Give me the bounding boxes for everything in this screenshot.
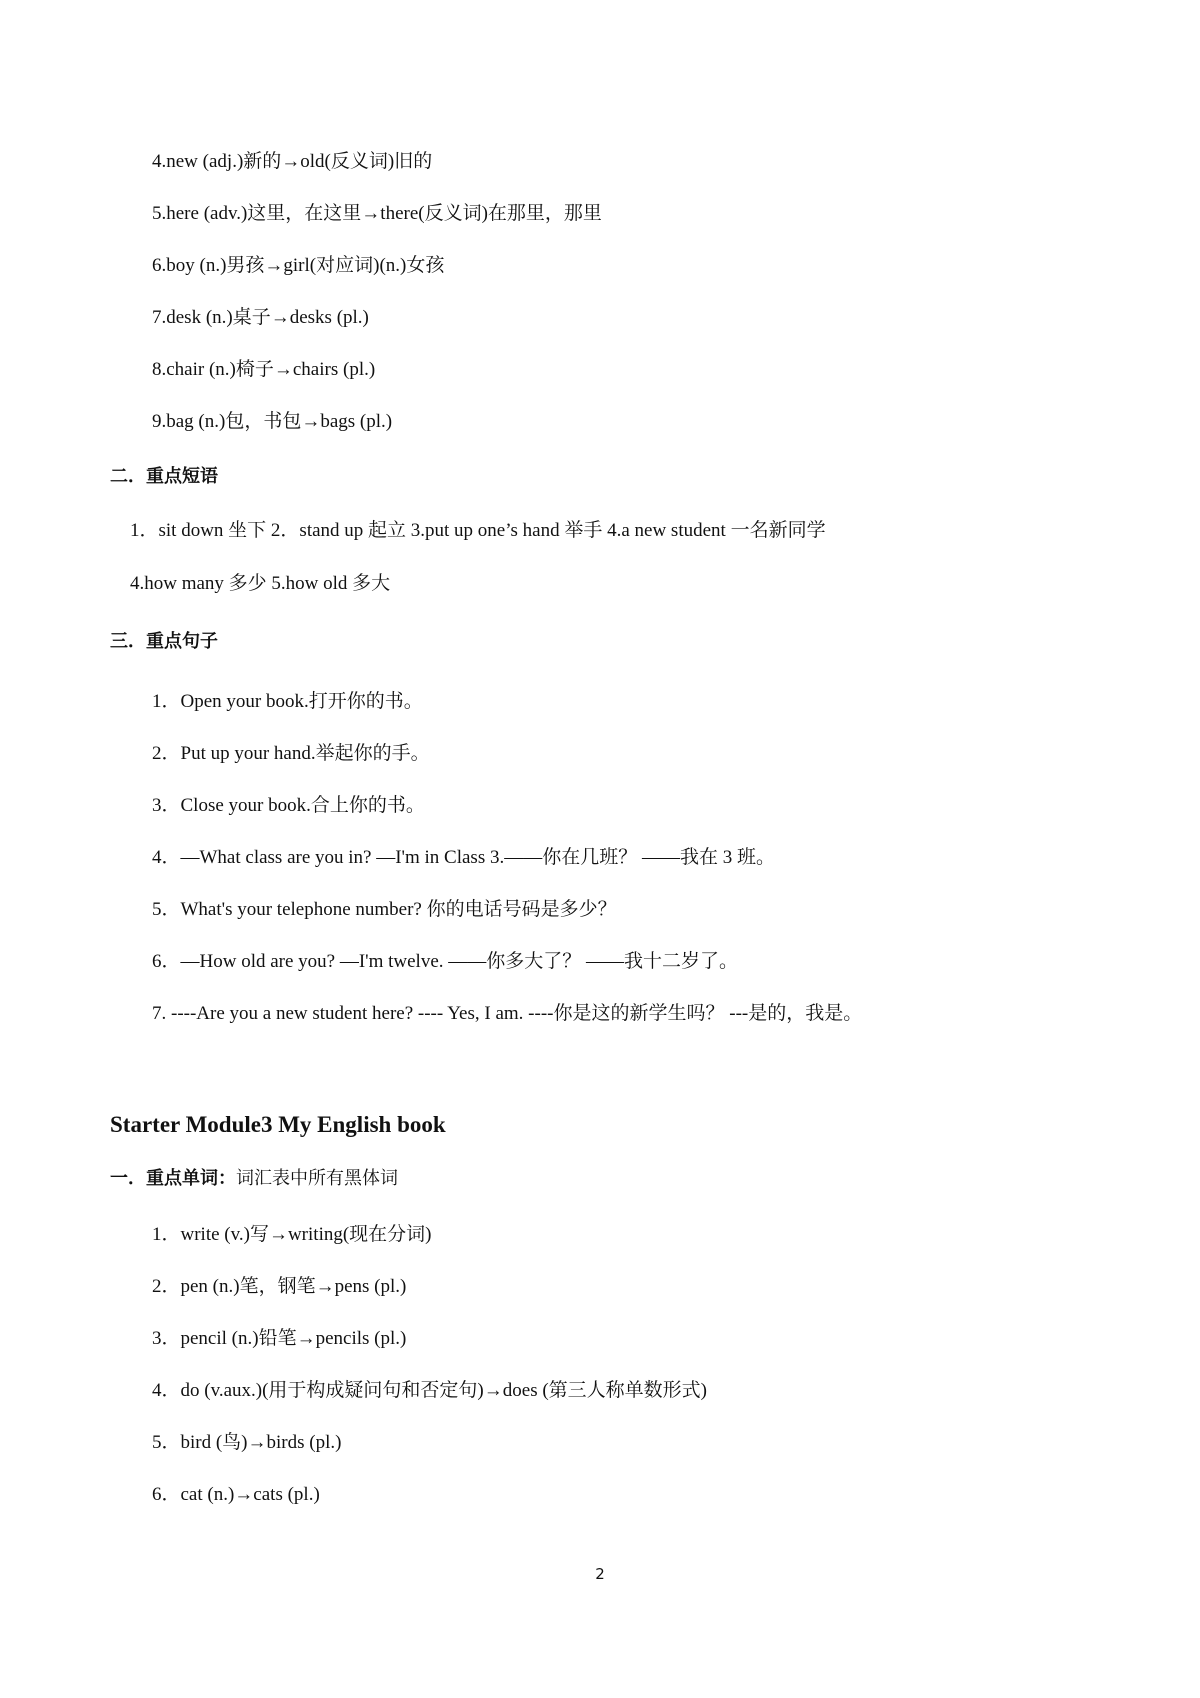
sentence-item-1: 1．Open your book.打开你的书。 [152,691,423,712]
vocab-item-boy: 6.boy (n.)男孩→girl(对应词)(n.)女孩 [152,255,445,276]
module3-item-cat: 6．cat (n.)→cats (pl.) [152,1484,320,1505]
page-number: 2 [595,1565,605,1583]
vocab-item-desk: 7.desk (n.)桌子→desks (pl.) [152,307,369,328]
phrases-heading: 二．重点短语 [110,466,218,487]
module3-item-bird: 5．bird (鸟)→birds (pl.) [152,1432,342,1453]
vocab-item-here: 5.here (adv.)这里，在这里→there(反义词)在那里，那里 [152,203,602,224]
sentence-item-4: 4．—What class are you in? —I'm in Class 3.——你在几班？ ——我在 3 班。 [152,847,775,868]
sentences-heading: 三．重点句子 [110,631,218,652]
module3-title: Starter Module3 My English book [110,1112,446,1137]
vocab-item-new: 4.new (adj.)新的→old(反义词)旧的 [152,151,433,172]
sentence-item-7: 7. ----Are you a new student here? ---- Yes, I am. ----你是这的新学生吗？ ---是的，我是。 [152,1003,863,1024]
module3-item-do: 4．do (v.aux.)(用于构成疑问句和否定句)→does (第三人称单数形式) [152,1380,707,1401]
vocab-item-bag: 9.bag (n.)包，书包→bags (pl.) [152,411,393,432]
module3-item-pencil: 3．pencil (n.)铅笔→pencils (pl.) [152,1328,407,1349]
sentence-item-2: 2．Put up your hand.举起你的手。 [152,743,430,764]
module3-item-pen: 2．pen (n.)笔，钢笔→pens (pl.) [152,1276,407,1297]
sentence-item-3: 3．Close your book.合上你的书。 [152,795,425,816]
phrases-line-1: 1．sit down 坐下 2．stand up 起立 3.put up one’s hand 举手 4.a new student 一名新同学 [130,520,826,541]
sentence-item-5: 5．What's your telephone number? 你的电话号码是多少？ [152,899,617,920]
phrases-line-2: 4.how many 多少 5.how old 多大 [130,573,391,594]
module3-vocab-heading-bold: 一．重点单词： [110,1168,236,1189]
sentence-item-6: 6．—How old are you? —I'm twelve. ——你多大了？ ——我十二岁了。 [152,951,739,972]
module3-item-write: 1．write (v.)写→writing(现在分词) [152,1224,432,1245]
vocab-item-chair: 8.chair (n.)椅子→chairs (pl.) [152,359,376,380]
module3-vocab-heading [110,1167,398,1191]
module3-vocab-heading-note: 词汇表中所有黑体词 [236,1168,398,1189]
